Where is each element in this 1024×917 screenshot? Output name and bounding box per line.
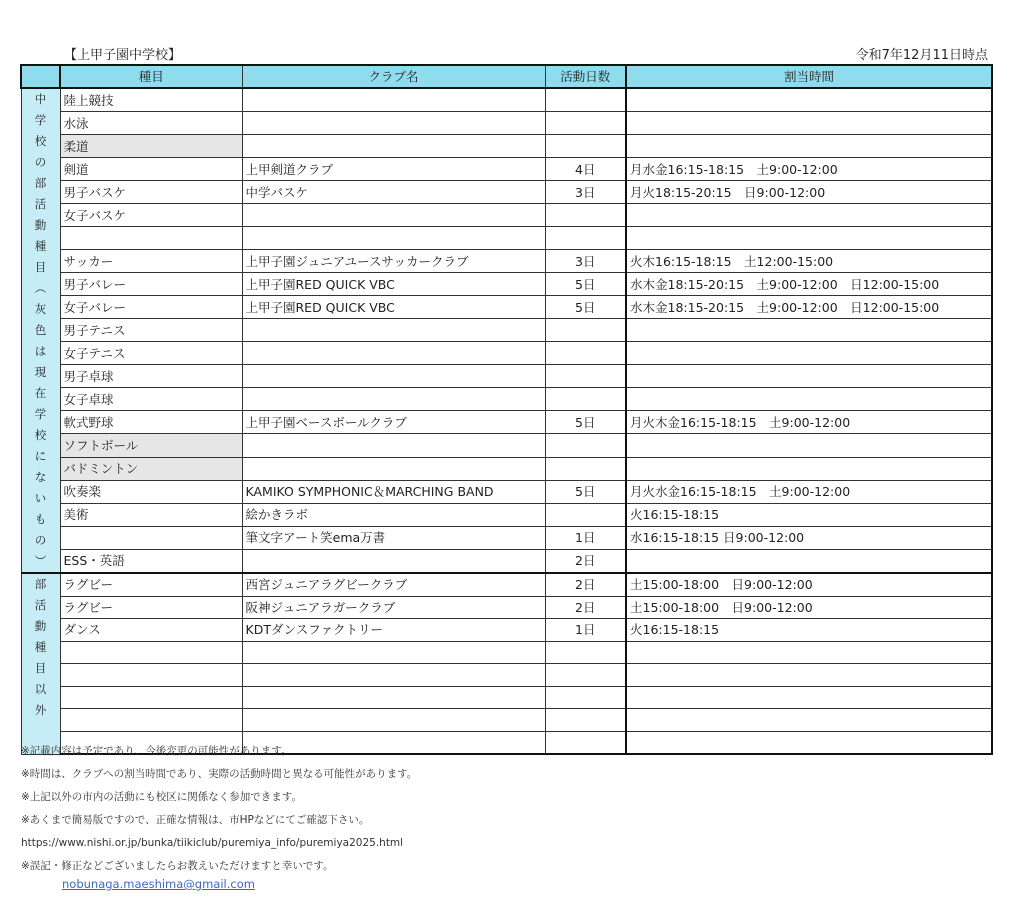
side-label-char: の xyxy=(34,533,47,547)
cell-sport: サッカー xyxy=(60,250,242,273)
cell-time: 土15:00-18:00 日9:00-12:00 xyxy=(626,573,992,596)
cell-days xyxy=(545,434,626,457)
table-row xyxy=(21,88,992,112)
cell-club xyxy=(242,88,545,112)
table-row xyxy=(21,411,992,434)
cell-days xyxy=(545,709,626,732)
side-label-char: い xyxy=(34,491,47,505)
cell-time: 火16:15-18:15 xyxy=(626,619,992,642)
cell-days xyxy=(545,204,626,227)
cell-days xyxy=(545,388,626,411)
cell-club: 上甲子園RED QUICK VBC xyxy=(242,273,545,296)
cell-time xyxy=(626,319,992,342)
cell-club xyxy=(242,434,545,457)
table-row xyxy=(21,709,992,732)
cell-time: 土15:00-18:00 日9:00-12:00 xyxy=(626,596,992,619)
side-label-char: 部 xyxy=(34,176,47,190)
cell-days: 5日 xyxy=(545,480,626,503)
header-blank xyxy=(21,65,60,88)
cell-club: 上甲子園RED QUICK VBC xyxy=(242,296,545,319)
side-label-char: 活 xyxy=(34,197,47,211)
cell-days: 3日 xyxy=(545,250,626,273)
cell-days: 2日 xyxy=(545,549,626,573)
side-label-char: 動 xyxy=(34,619,47,633)
cell-sport: 柔道 xyxy=(60,135,242,158)
side-label-char: 現 xyxy=(34,365,47,379)
header-time: 割当時間 xyxy=(626,65,992,88)
notes xyxy=(21,740,417,878)
cell-days: 5日 xyxy=(545,296,626,319)
cell-club xyxy=(242,641,545,664)
side-label-char: に xyxy=(34,449,47,463)
cell-time xyxy=(626,388,992,411)
section-label-other-activities xyxy=(21,573,60,754)
cell-time: 月水金16:15-18:15 土9:00-12:00 xyxy=(626,158,992,181)
note-line: ※あくまで簡易版ですので、正確な情報は、市HPなどにてご確認下さい。 xyxy=(21,814,370,826)
cell-sport: ソフトボール xyxy=(60,434,242,457)
side-label-char: 外 xyxy=(34,703,47,717)
cell-days xyxy=(545,135,626,158)
cell-time xyxy=(626,135,992,158)
contact-email-link[interactable]: nobunaga.maeshima@gmail.com xyxy=(62,877,255,891)
cell-days xyxy=(545,664,626,687)
side-label-char: 学 xyxy=(34,407,47,421)
table-row xyxy=(21,250,992,273)
cell-days xyxy=(545,457,626,480)
side-label-char: 種 xyxy=(34,640,47,654)
cell-sport: ラグビー xyxy=(60,573,242,596)
cell-club: 上甲子園ジュニアユースサッカークラブ xyxy=(242,250,545,273)
cell-days xyxy=(545,319,626,342)
cell-days xyxy=(545,731,626,754)
table-row xyxy=(21,573,992,596)
cell-time xyxy=(626,731,992,754)
table-row xyxy=(21,388,992,411)
side-label-char: 色 xyxy=(34,323,47,337)
cell-sport xyxy=(60,526,242,549)
table-row xyxy=(21,549,992,573)
cell-time xyxy=(626,641,992,664)
note-line: ※時間は、クラブへの割当時間であり、実際の活動時間と異なる可能性があります。 xyxy=(21,768,418,780)
cell-sport: バドミントン xyxy=(60,457,242,480)
header-days: 活動日数 xyxy=(545,65,626,88)
as-of-date: 令和7年12月11日時点 xyxy=(855,48,988,63)
side-label-char: 在 xyxy=(34,386,47,400)
cell-sport: 美術 xyxy=(60,503,242,526)
cell-days: 4日 xyxy=(545,158,626,181)
cell-club: 筆文字アート笑ema万書 xyxy=(242,526,545,549)
side-label-char: も xyxy=(34,512,47,526)
table-row xyxy=(21,434,992,457)
cell-time xyxy=(626,686,992,709)
cell-days xyxy=(545,503,626,526)
cell-sport: 軟式野球 xyxy=(60,411,242,434)
table-row xyxy=(21,686,992,709)
cell-days: 3日 xyxy=(545,181,626,204)
cell-time: 水木金18:15-20:15 土9:00-12:00 日12:00-15:00 xyxy=(626,273,992,296)
cell-time: 火16:15-18:15 xyxy=(626,503,992,526)
side-label-char: 動 xyxy=(34,218,47,232)
cell-days xyxy=(545,342,626,365)
table-header-row xyxy=(21,65,992,88)
cell-sport: 吹奏楽 xyxy=(60,480,242,503)
cell-days xyxy=(545,686,626,709)
source-url[interactable]: https://www.nishi.or.jp/bunka/tiikiclub/puremiya_info/puremiya2025.html xyxy=(21,837,404,849)
header-club: クラブ名 xyxy=(242,65,545,88)
cell-time xyxy=(626,664,992,687)
cell-sport: 女子卓球 xyxy=(60,388,242,411)
cell-sport: 剣道 xyxy=(60,158,242,181)
cell-club: KAMIKO SYMPHONIC＆MARCHING BAND xyxy=(242,480,545,503)
side-label-char: な xyxy=(34,470,47,484)
side-label-char: 部 xyxy=(34,577,47,591)
side-label-char: 以 xyxy=(34,682,47,696)
table-row xyxy=(21,204,992,227)
cell-club xyxy=(242,388,545,411)
cell-sport: ダンス xyxy=(60,619,242,642)
cell-days: 1日 xyxy=(545,619,626,642)
table-row xyxy=(21,664,992,687)
cell-time: 月火木金16:15-18:15 土9:00-12:00 xyxy=(626,411,992,434)
note-line: ※誤記・修正などございましたらお教えいただけますと幸いです。 xyxy=(21,860,334,872)
cell-time xyxy=(626,227,992,250)
section-label-club-sports xyxy=(21,88,60,573)
school-name: 【上甲子園中学校】 xyxy=(64,48,182,63)
cell-club: 上甲剣道クラブ xyxy=(242,158,545,181)
side-label-char: 目 xyxy=(34,260,47,274)
cell-sport: 水泳 xyxy=(60,112,242,135)
cell-days: 5日 xyxy=(545,273,626,296)
cell-time xyxy=(626,709,992,732)
cell-sport xyxy=(60,709,242,732)
cell-club xyxy=(242,686,545,709)
table-row xyxy=(21,273,992,296)
cell-club xyxy=(242,204,545,227)
cell-time xyxy=(626,549,992,573)
table-row xyxy=(21,296,992,319)
cell-club xyxy=(242,457,545,480)
cell-days: 1日 xyxy=(545,526,626,549)
cell-days xyxy=(545,88,626,112)
side-label-char: 学 xyxy=(34,113,47,127)
cell-club: 上甲子園ベースボールクラブ xyxy=(242,411,545,434)
cell-club xyxy=(242,365,545,388)
cell-time: 月火水金16:15-18:15 土9:00-12:00 xyxy=(626,480,992,503)
cell-sport: 男子テニス xyxy=(60,319,242,342)
club-schedule-table xyxy=(20,64,993,755)
table-row xyxy=(21,365,992,388)
cell-days xyxy=(545,227,626,250)
note-line: ※記載内容は予定であり、今後変更の可能性があります。 xyxy=(21,745,292,757)
cell-club xyxy=(242,135,545,158)
cell-club: 中学バスケ xyxy=(242,181,545,204)
cell-time xyxy=(626,204,992,227)
cell-days xyxy=(545,641,626,664)
table-row xyxy=(21,135,992,158)
cell-days: 2日 xyxy=(545,596,626,619)
cell-sport xyxy=(60,686,242,709)
table-row xyxy=(21,457,992,480)
cell-days: 5日 xyxy=(545,411,626,434)
cell-club xyxy=(242,319,545,342)
cell-sport: 男子バレー xyxy=(60,273,242,296)
table-row xyxy=(21,158,992,181)
cell-time: 水木金18:15-20:15 土9:00-12:00 日12:00-15:00 xyxy=(626,296,992,319)
table-row xyxy=(21,619,992,642)
side-label-char: 種 xyxy=(34,239,47,253)
table-row xyxy=(21,342,992,365)
side-label-char: 校 xyxy=(34,428,47,442)
header-sport: 種目 xyxy=(60,65,242,88)
cell-time xyxy=(626,342,992,365)
cell-sport: 女子バスケ xyxy=(60,204,242,227)
table-row xyxy=(21,181,992,204)
cell-club xyxy=(242,227,545,250)
side-label-char: 校 xyxy=(34,134,47,148)
table-row xyxy=(21,503,992,526)
cell-time: 月火18:15-20:15 日9:00-12:00 xyxy=(626,181,992,204)
side-label-char: 中 xyxy=(34,92,47,106)
side-label-char: の xyxy=(34,155,47,169)
cell-time xyxy=(626,457,992,480)
cell-club xyxy=(242,112,545,135)
cell-time xyxy=(626,112,992,135)
cell-club: KDTダンスファクトリー xyxy=(242,619,545,642)
cell-time xyxy=(626,88,992,112)
cell-club: 西宮ジュニアラグビークラブ xyxy=(242,573,545,596)
note-line: ※上記以外の市内の活動にも校区に関係なく参加できます。 xyxy=(21,791,302,803)
cell-club xyxy=(242,342,545,365)
cell-club xyxy=(242,549,545,573)
cell-sport: 陸上競技 xyxy=(60,88,242,112)
cell-sport: 男子卓球 xyxy=(60,365,242,388)
table-row xyxy=(21,641,992,664)
cell-club xyxy=(242,664,545,687)
cell-sport xyxy=(60,227,242,250)
side-label-char: は xyxy=(34,344,47,358)
cell-sport: ラグビー xyxy=(60,596,242,619)
table-row xyxy=(21,596,992,619)
side-label-char: ︶ xyxy=(34,554,47,568)
cell-days xyxy=(545,112,626,135)
cell-time xyxy=(626,365,992,388)
cell-days: 2日 xyxy=(545,573,626,596)
cell-club xyxy=(242,709,545,732)
cell-sport xyxy=(60,664,242,687)
table-row xyxy=(21,319,992,342)
cell-time xyxy=(626,434,992,457)
side-label-char: 灰 xyxy=(34,302,47,316)
cell-sport xyxy=(60,641,242,664)
cell-club: 阪神ジュニアラガークラブ xyxy=(242,596,545,619)
table-row xyxy=(21,526,992,549)
cell-sport: 女子テニス xyxy=(60,342,242,365)
cell-club: 絵かきラボ xyxy=(242,503,545,526)
cell-time: 水16:15-18:15 日9:00-12:00 xyxy=(626,526,992,549)
side-label-char: ︵ xyxy=(34,281,47,295)
cell-sport: ESS・英語 xyxy=(60,549,242,573)
table-row xyxy=(21,112,992,135)
cell-sport: 女子バレー xyxy=(60,296,242,319)
table-row xyxy=(21,480,992,503)
table-row xyxy=(21,227,992,250)
side-label-char: 活 xyxy=(34,598,47,612)
side-label-char: 目 xyxy=(34,661,47,675)
cell-time: 火木16:15-18:15 土12:00-15:00 xyxy=(626,250,992,273)
cell-days xyxy=(545,365,626,388)
cell-sport: 男子バスケ xyxy=(60,181,242,204)
